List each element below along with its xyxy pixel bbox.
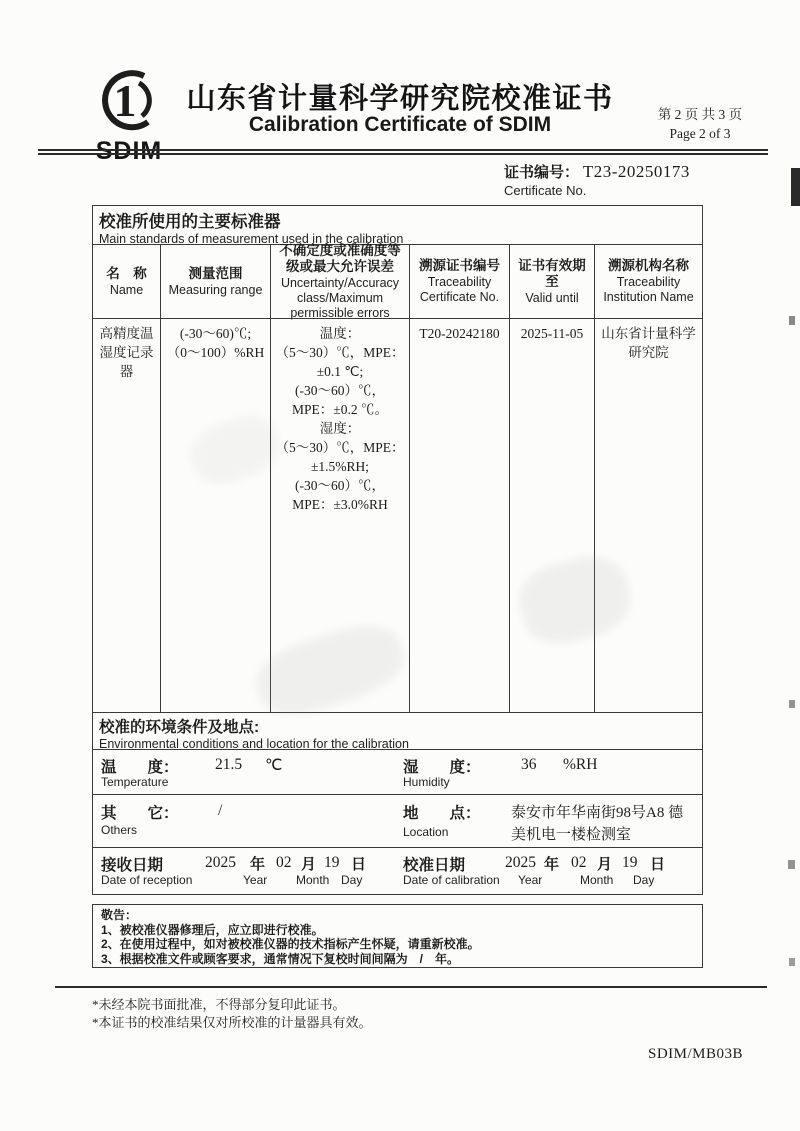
calibration-year-en: Year — [518, 873, 543, 887]
column-header-valid-until-en: Valid until — [525, 290, 579, 305]
calibration-month: 02 — [571, 854, 587, 871]
calibration-day-unit: 日 — [650, 856, 666, 873]
page-title: 山东省计量科学研究院校准证书 — [186, 83, 614, 115]
others-value: / — [218, 802, 223, 819]
scan-artifact — [789, 316, 795, 325]
calibration-date-label-zh: 校准日期 — [403, 857, 466, 874]
column-header-name-en: Name — [109, 282, 144, 297]
others-label-en: Others — [101, 823, 138, 837]
humidity-label-en: Humidity — [403, 775, 450, 789]
footer-note-2: *本证书的校准结果仅对所校准的计量器具有效。 — [92, 1015, 372, 1030]
others-label-zh: 其 它： — [101, 805, 179, 822]
cell-range-line1: (-30～60)℃; — [179, 326, 252, 341]
calibration-month-unit: 月 — [597, 856, 613, 873]
column-header-range-en: Measuring range — [168, 282, 263, 297]
reception-day: 19 — [324, 854, 340, 871]
uncertainty-line: ±0.1 ℃; — [316, 364, 364, 379]
sdim-logo-text: SDIM — [95, 137, 163, 165]
column-header-range — [161, 245, 270, 319]
column-header-traceability-no-en: Traceability Certificate No. — [419, 275, 500, 304]
humidity-label-zh: 湿 度： — [403, 759, 481, 776]
uncertainty-line: (-30～60）℃， — [295, 478, 385, 493]
page-number — [630, 103, 770, 142]
reception-month-unit: 月 — [301, 856, 317, 873]
column-header-institution-en: Traceability Institution Name — [603, 275, 694, 304]
environment-section-title — [93, 713, 702, 750]
temperature-unit: ℃ — [265, 757, 283, 774]
humidity-unit: %RH — [563, 756, 598, 773]
reception-month-en: Month — [296, 873, 330, 887]
reception-day-unit: 日 — [351, 856, 367, 873]
cell-institution: 山东省计量科学研究院 — [601, 326, 696, 360]
cell-name: 高精度温湿度记录器 — [99, 326, 154, 379]
column-header-uncertainty-en: Uncertainty/Accuracy class/Maximum permissible errors — [280, 275, 400, 320]
svg-text:1: 1 — [113, 75, 137, 126]
others-location-row — [93, 795, 702, 848]
reception-year-en: Year — [243, 873, 268, 887]
environment-title-en: Environmental conditions and location for the calibration — [99, 737, 409, 751]
page-number-zh: 第 2 页 共 3 页 — [657, 107, 743, 122]
column-header-uncertainty — [271, 242, 409, 320]
notes-item-3: 3、根据校准文件或顾客要求，通常情况下复校时间间隔为 / 年。 — [101, 951, 460, 966]
page-number-en: Page 2 of 3 — [669, 126, 731, 141]
notes-title: 敬告： — [101, 908, 138, 922]
cell-traceability-no: T20-20242180 — [419, 326, 500, 341]
calibration-year: 2025 — [505, 854, 536, 871]
certificate-number — [504, 161, 734, 198]
calibration-date-label-en: Date of calibration — [403, 873, 500, 887]
header-divider — [38, 149, 768, 155]
notes-item-2: 2、在使用过程中，如对被校准仪器的技术指标产生怀疑，请重新校准。 — [101, 937, 480, 951]
standards-title-en: Main standards of measurement used in the calibration — [99, 232, 404, 246]
calibration-day: 19 — [622, 854, 638, 871]
certificate-number-value: T23-20250173 — [582, 162, 690, 181]
page-title-english: Calibration Certificate of SDIM — [248, 113, 552, 136]
column-header-uncertainty-zh: 不确定度或准确度等级或最大允许误差 — [279, 242, 401, 274]
reception-day-en: Day — [341, 873, 363, 887]
scan-artifact — [789, 700, 795, 708]
footer-divider — [55, 986, 767, 988]
calibration-day-en: Day — [633, 873, 655, 887]
uncertainty-line: （5～30）℃，MPE： — [275, 440, 405, 455]
uncertainty-line: (-30～60）℃， — [295, 383, 385, 398]
location-value-line1: 泰安市年华南街98号A8 德 — [511, 805, 684, 821]
reception-year-unit: 年 — [250, 856, 266, 873]
cell-valid-until: 2025-11-05 — [520, 326, 584, 341]
uncertainty-line: ±1.5%RH; — [310, 459, 370, 474]
uncertainty-line: MPE：±0.2 ℃。 — [292, 402, 388, 417]
column-header-institution-zh: 溯源机构名称 — [608, 258, 689, 273]
standards-title-zh: 校准所使用的主要标准器 — [99, 213, 281, 231]
environment-title-zh: 校准的环境条件及地点: — [99, 719, 260, 736]
footer-note-1: *未经本院书面批准，不得部分复印此证书。 — [92, 997, 346, 1012]
location-label-en: Location — [403, 825, 449, 839]
column-header-range-zh: 测量范围 — [188, 265, 243, 281]
reception-date-label-en: Date of reception — [101, 873, 193, 887]
uncertainty-line: （5～30）℃，MPE： — [275, 345, 405, 360]
column-name — [93, 245, 161, 712]
temperature-value: 21.5 — [215, 756, 243, 773]
column-header-traceability-no — [410, 245, 509, 319]
calibration-month-en: Month — [580, 873, 614, 887]
dates-row — [93, 848, 702, 893]
temperature-humidity-row — [93, 750, 702, 795]
cell-range — [161, 319, 270, 712]
scan-artifact — [789, 958, 795, 966]
reception-month: 02 — [276, 854, 292, 871]
uncertainty-line: 温度： — [319, 326, 361, 341]
reception-date-label-zh: 接收日期 — [101, 857, 164, 874]
temperature-label-zh: 温 度： — [101, 759, 179, 776]
certificate-number-label-zh: 证书编号： — [504, 164, 580, 181]
scan-artifact — [788, 860, 795, 869]
humidity-value: 36 — [521, 756, 537, 773]
location-value-line2: 美机电一楼检测室 — [511, 827, 632, 843]
column-institution — [595, 245, 702, 712]
calibration-year-unit: 年 — [544, 856, 560, 873]
cell-range-line2: （0～100）%RH — [166, 345, 265, 360]
standards-section-title — [93, 206, 702, 245]
certificate-body-table — [92, 205, 703, 895]
column-header-institution — [595, 245, 702, 319]
location-label-zh: 地 点： — [403, 805, 481, 822]
form-code: SDIM/MB03B — [648, 1046, 744, 1062]
notes-box — [92, 904, 703, 968]
reception-year: 2025 — [205, 854, 236, 871]
column-header-traceability-no-zh: 溯源证书编号 — [419, 258, 500, 273]
column-traceability-no — [410, 245, 510, 712]
column-header-name-zh: 名 称 — [106, 265, 147, 281]
notes-item-1: 1、被校准仪器修理后，应立即进行校准。 — [101, 922, 324, 937]
uncertainty-line: MPE：±3.0%RH — [292, 497, 388, 512]
certificate-number-label-en: Certificate No. — [504, 183, 587, 198]
uncertainty-line: 湿度： — [319, 421, 361, 436]
temperature-label-en: Temperature — [101, 775, 169, 789]
column-header-valid-until — [510, 245, 594, 319]
column-header-valid-until-zh: 证书有效期至 — [518, 257, 586, 289]
scan-artifact — [791, 168, 800, 206]
column-header-name — [93, 245, 160, 319]
